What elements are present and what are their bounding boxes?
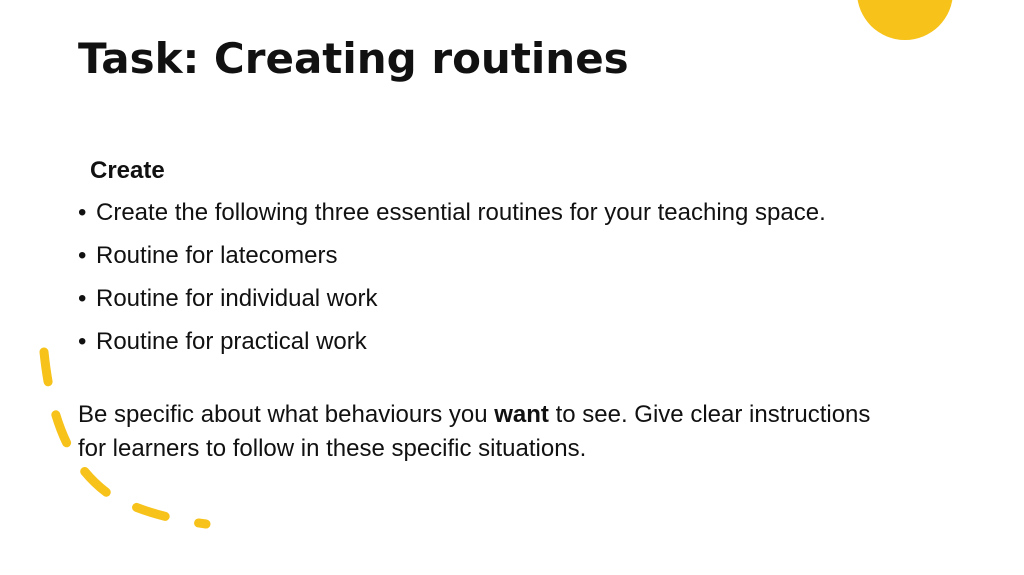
bullet-list bbox=[78, 196, 978, 368]
bullet-item bbox=[78, 282, 978, 325]
bullet-icon: • bbox=[78, 242, 87, 269]
paragraph-text-after: to see. Give clear instructions for learners to follow in these specific situations. bbox=[78, 401, 871, 462]
section-subheading: Create bbox=[90, 157, 165, 184]
bullet-text: Routine for practical work bbox=[96, 328, 367, 355]
bullet-text: Routine for latecomers bbox=[96, 242, 338, 269]
yellow-circle-decoration bbox=[857, 0, 953, 40]
bullet-item bbox=[78, 239, 978, 282]
slide-title: Task: Creating routines bbox=[78, 34, 629, 83]
bullet-icon: • bbox=[78, 199, 87, 226]
paragraph-emphasis: want bbox=[494, 401, 549, 428]
slide-content bbox=[78, 154, 978, 466]
bullet-text: Create the following three essential routines for your teaching space. bbox=[96, 199, 826, 226]
paragraph-text-before: Be specific about what behaviours you bbox=[78, 401, 495, 428]
bullet-text: Routine for individual work bbox=[96, 285, 378, 312]
bullet-item bbox=[78, 196, 978, 239]
bullet-icon: • bbox=[78, 285, 87, 312]
instruction-paragraph bbox=[78, 398, 898, 466]
bullet-item bbox=[78, 325, 978, 368]
bullet-icon: • bbox=[78, 328, 87, 355]
